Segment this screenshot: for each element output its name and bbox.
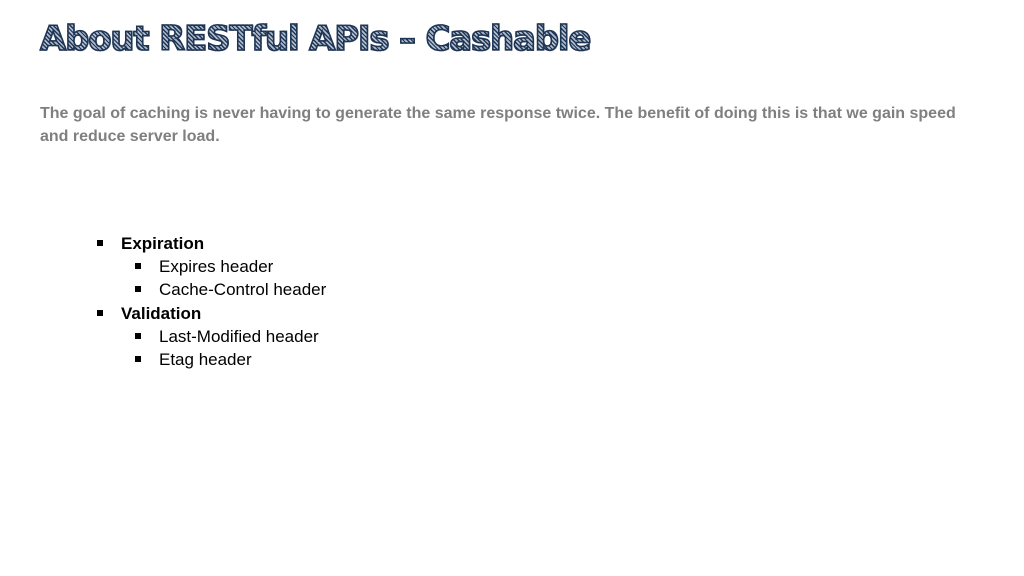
square-bullet-icon (97, 310, 103, 316)
intro-paragraph: The goal of caching is never having to generate the same response twice. The benefit of doing this is that we gain speed and reduce server load. (40, 105, 956, 145)
bullet-label: Validation (121, 303, 202, 323)
sub-bullet-label: Cache-Control header (159, 280, 327, 300)
bullet-label: Expiration (121, 234, 205, 253)
sub-bullet-label: Expires header (159, 257, 274, 277)
square-bullet-icon (135, 356, 141, 362)
sub-bullet-item (134, 325, 326, 348)
sub-bullet-label: Last-Modified header (159, 326, 319, 346)
bullet-item-validation (96, 302, 326, 372)
sub-bullet-item (134, 348, 326, 371)
square-bullet-icon (97, 240, 103, 246)
sub-bullet-label: Etag header (159, 350, 252, 370)
square-bullet-icon (135, 286, 141, 292)
sub-bullet-list (96, 255, 326, 301)
bullet-list (96, 232, 326, 371)
bullet-item-expiration (96, 232, 326, 302)
sub-bullet-item (134, 255, 326, 278)
sub-bullet-list (96, 325, 326, 371)
sub-bullet-item (134, 278, 326, 301)
slide-title: About RESTful APIs – Cashable (40, 14, 590, 64)
square-bullet-icon (135, 333, 141, 339)
square-bullet-icon (135, 263, 141, 269)
